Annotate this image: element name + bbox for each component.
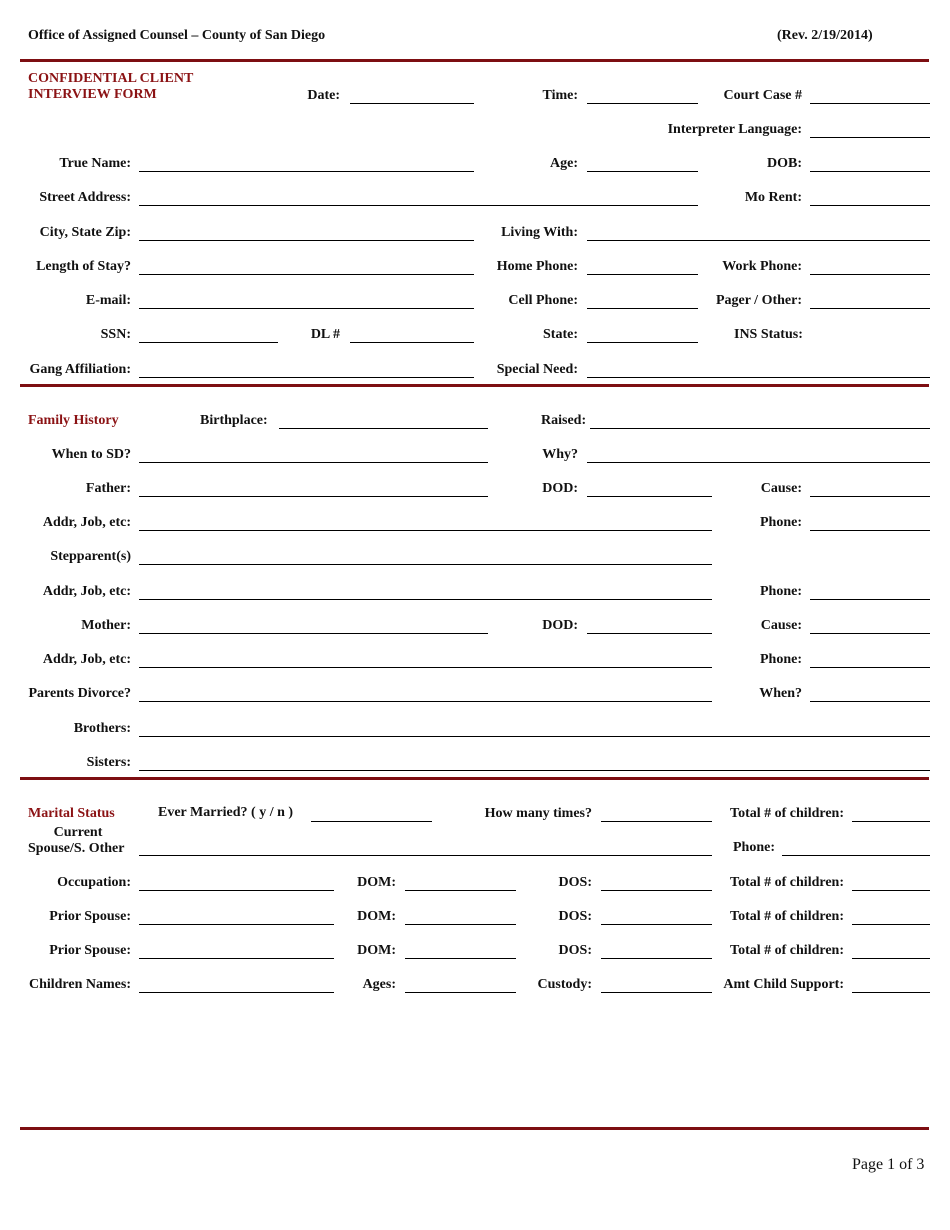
current-spouse-field[interactable]	[139, 855, 712, 856]
prior-spouse-label-2: Prior Spouse:	[49, 943, 131, 958]
father-label: Father:	[85, 481, 131, 496]
dos-field-3[interactable]	[601, 958, 712, 959]
revision-date: (Rev. 2/19/2014)	[777, 28, 873, 43]
special-need-label: Special Need:	[496, 362, 578, 377]
occupation-field[interactable]	[139, 890, 334, 891]
when-field[interactable]	[810, 701, 930, 702]
father-cause-field[interactable]	[810, 496, 930, 497]
father-addr-field[interactable]	[139, 530, 712, 531]
state-field[interactable]	[587, 342, 698, 343]
family-section-divider	[20, 777, 929, 780]
custody-field[interactable]	[601, 992, 712, 993]
footer-divider	[20, 1127, 929, 1130]
home-phone-field[interactable]	[587, 274, 698, 275]
occupation-label: Occupation:	[57, 875, 131, 890]
dl-field[interactable]	[350, 342, 474, 343]
email-label: E-mail:	[85, 293, 131, 308]
court-case-field[interactable]	[810, 103, 930, 104]
raised-field[interactable]	[590, 428, 930, 429]
dos-field-2[interactable]	[601, 924, 712, 925]
dos-label-3: DOS:	[558, 943, 592, 958]
father-phone-label: Phone:	[760, 515, 802, 530]
pager-other-label: Pager / Other:	[715, 293, 802, 308]
when-to-sd-field[interactable]	[139, 462, 488, 463]
father-field[interactable]	[139, 496, 488, 497]
age-field[interactable]	[587, 171, 698, 172]
total-children-label-2: Total # of children:	[730, 875, 844, 890]
dob-label: DOB:	[767, 156, 802, 171]
total-children-field-4[interactable]	[852, 958, 930, 959]
amt-child-support-field[interactable]	[852, 992, 930, 993]
custody-label: Custody:	[537, 977, 592, 992]
stepparent-addr-field[interactable]	[139, 599, 712, 600]
father-addr-label: Addr, Job, etc:	[42, 515, 131, 530]
city-state-zip-label: City, State Zip:	[39, 225, 131, 240]
stepparent-addr-label: Addr, Job, etc:	[42, 584, 131, 599]
true-name-field[interactable]	[139, 171, 474, 172]
total-children-label-1: Total # of children:	[730, 806, 844, 821]
dom-field-2[interactable]	[405, 924, 516, 925]
page-number: Page 1 of 3	[852, 1156, 925, 1173]
father-phone-field[interactable]	[810, 530, 930, 531]
home-phone-label: Home Phone:	[496, 259, 578, 274]
office-name: Office of Assigned Counsel – County of San Diego	[28, 28, 326, 43]
gang-affiliation-label: Gang Affiliation:	[29, 362, 131, 377]
dom-label-2: DOM:	[357, 909, 396, 924]
parents-divorce-field[interactable]	[139, 701, 712, 702]
cell-phone-label: Cell Phone:	[508, 293, 578, 308]
birthplace-field[interactable]	[279, 428, 488, 429]
dos-label-2: DOS:	[558, 909, 592, 924]
children-names-label: Children Names:	[28, 977, 131, 992]
ins-status-label: INS Status:	[734, 327, 803, 342]
mo-rent-field[interactable]	[810, 205, 930, 206]
cell-phone-field[interactable]	[587, 308, 698, 309]
brothers-field[interactable]	[139, 736, 930, 737]
stepparents-field[interactable]	[139, 564, 712, 565]
parents-divorce-label: Parents Divorce?	[28, 686, 131, 701]
current-spouse-label-line2: Spouse/S. Other	[28, 841, 125, 856]
mother-field[interactable]	[139, 633, 488, 634]
marital-status-heading: Marital Status	[28, 806, 115, 821]
prior-spouse-label-1: Prior Spouse:	[49, 909, 131, 924]
dos-field-1[interactable]	[601, 890, 712, 891]
sisters-label: Sisters:	[86, 755, 131, 770]
how-many-times-field[interactable]	[601, 821, 712, 822]
city-state-zip-field[interactable]	[139, 240, 474, 241]
pager-other-field[interactable]	[810, 308, 930, 309]
total-children-label-3: Total # of children:	[730, 909, 844, 924]
dom-field-1[interactable]	[405, 890, 516, 891]
ages-label: Ages:	[362, 977, 396, 992]
mother-cause-label: Cause:	[760, 618, 802, 633]
total-children-field-2[interactable]	[852, 890, 930, 891]
street-address-label: Street Address:	[39, 190, 131, 205]
father-cause-label: Cause:	[760, 481, 802, 496]
mo-rent-label: Mo Rent:	[744, 190, 802, 205]
ssn-field[interactable]	[139, 342, 278, 343]
ssn-label: SSN:	[100, 327, 131, 342]
mother-phone-field[interactable]	[810, 667, 930, 668]
mother-dod-label: DOD:	[542, 618, 578, 633]
length-of-stay-label: Length of Stay?	[36, 259, 131, 274]
dom-field-3[interactable]	[405, 958, 516, 959]
date-label: Date:	[307, 88, 340, 103]
mother-cause-field[interactable]	[810, 633, 930, 634]
father-dod-field[interactable]	[587, 496, 712, 497]
spouse-phone-field[interactable]	[782, 855, 930, 856]
dom-label-1: DOM:	[357, 875, 396, 890]
header-divider	[20, 59, 929, 62]
father-dod-label: DOD:	[542, 481, 578, 496]
spouse-phone-label: Phone:	[733, 840, 775, 855]
birthplace-label: Birthplace:	[200, 413, 268, 428]
why-field[interactable]	[587, 462, 930, 463]
total-children-field-3[interactable]	[852, 924, 930, 925]
brothers-label: Brothers:	[73, 721, 131, 736]
total-children-field-1[interactable]	[852, 821, 930, 822]
ever-married-label: Ever Married? ( y / n )	[158, 805, 294, 820]
how-many-times-label: How many times?	[484, 806, 592, 821]
state-label: State:	[543, 327, 578, 342]
stepparent-phone-field[interactable]	[810, 599, 930, 600]
mother-dod-field[interactable]	[587, 633, 712, 634]
age-label: Age:	[550, 156, 578, 171]
dob-field[interactable]	[810, 171, 930, 172]
mother-label: Mother:	[81, 618, 131, 633]
mother-addr-field[interactable]	[139, 667, 712, 668]
work-phone-label: Work Phone:	[722, 259, 802, 274]
true-name-label: True Name:	[59, 156, 131, 171]
current-spouse-label-line1: Current	[53, 825, 103, 840]
total-children-label-4: Total # of children:	[730, 943, 844, 958]
dl-label: DL #	[310, 327, 340, 342]
interpreter-language-field[interactable]	[810, 137, 930, 138]
when-to-sd-label: When to SD?	[51, 447, 131, 462]
why-label: Why?	[542, 447, 578, 462]
prior-spouse-field-2[interactable]	[139, 958, 334, 959]
street-address-field[interactable]	[139, 205, 698, 206]
court-case-label: Court Case #	[723, 88, 802, 103]
amt-child-support-label: Amt Child Support:	[723, 977, 844, 992]
children-names-field[interactable]	[139, 992, 334, 993]
when-label: When?	[759, 686, 802, 701]
ever-married-field[interactable]	[311, 821, 432, 822]
stepparents-label: Stepparent(s)	[50, 549, 131, 564]
stepparent-phone-label: Phone:	[760, 584, 802, 599]
special-need-field[interactable]	[587, 377, 930, 378]
form-title-line2: INTERVIEW FORM	[28, 87, 157, 102]
client-section-divider	[20, 384, 929, 387]
prior-spouse-field-1[interactable]	[139, 924, 334, 925]
time-field[interactable]	[587, 103, 698, 104]
form-title-line1: CONFIDENTIAL CLIENT	[28, 71, 194, 86]
raised-label: Raised:	[541, 413, 587, 428]
date-field[interactable]	[350, 103, 474, 104]
living-with-label: Living With:	[501, 225, 578, 240]
sisters-field[interactable]	[139, 770, 930, 771]
gang-affiliation-field[interactable]	[139, 377, 474, 378]
time-label: Time:	[542, 88, 578, 103]
dos-label-1: DOS:	[558, 875, 592, 890]
interpreter-language-label: Interpreter Language:	[667, 122, 802, 137]
mother-phone-label: Phone:	[760, 652, 802, 667]
ages-field[interactable]	[405, 992, 516, 993]
email-field[interactable]	[139, 308, 474, 309]
living-with-field[interactable]	[587, 240, 930, 241]
dom-label-3: DOM:	[357, 943, 396, 958]
family-history-heading: Family History	[28, 413, 119, 428]
mother-addr-label: Addr, Job, etc:	[42, 652, 131, 667]
length-of-stay-field[interactable]	[139, 274, 474, 275]
work-phone-field[interactable]	[810, 274, 930, 275]
